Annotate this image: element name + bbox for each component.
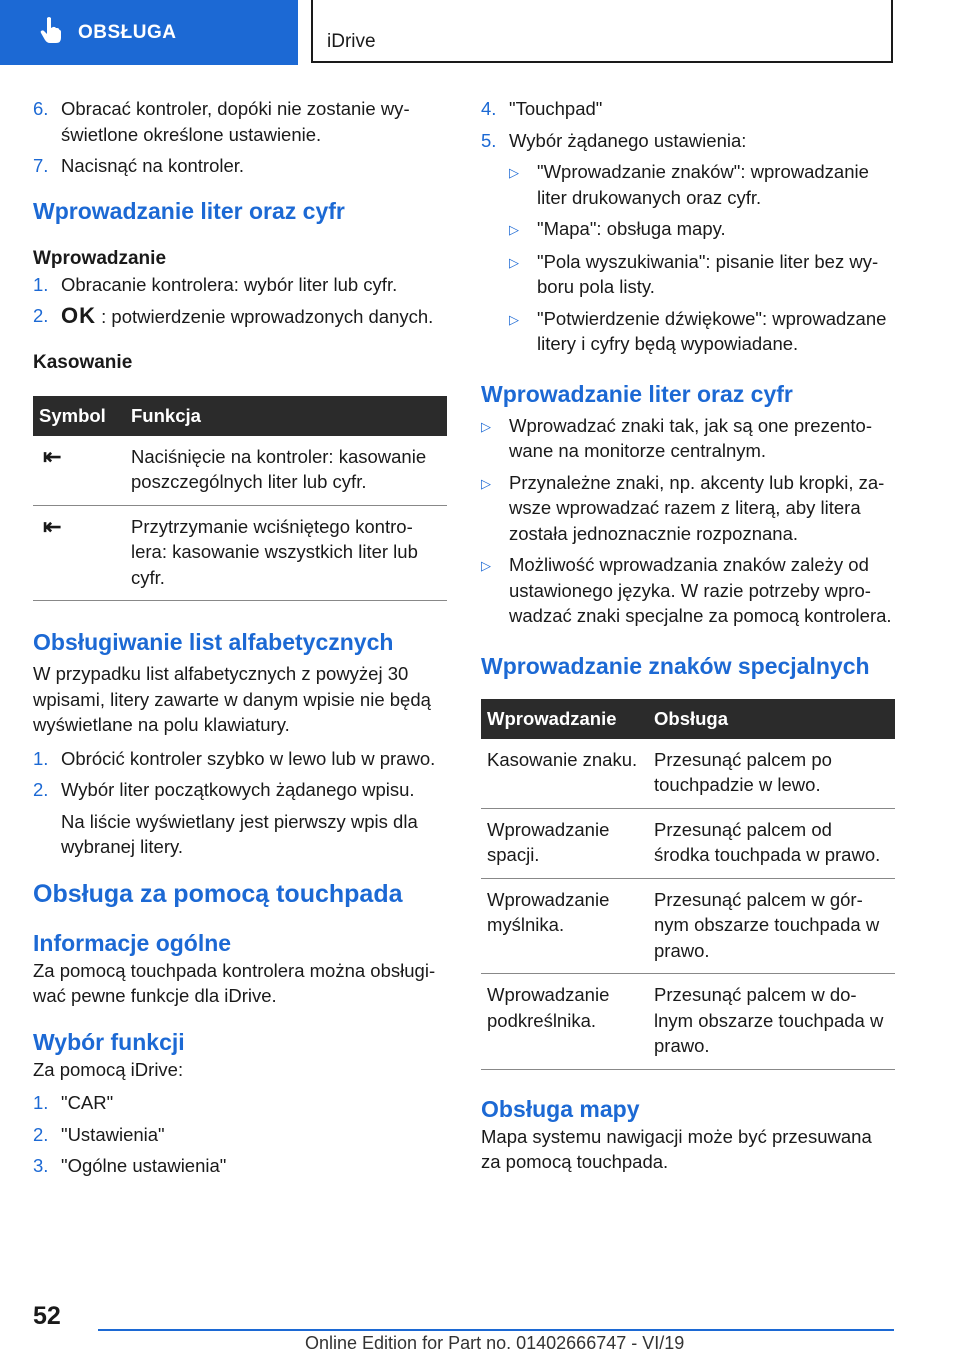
- heading-special: Wprowadzanie znaków specjalnych: [481, 652, 870, 679]
- page-number: 52: [33, 1302, 61, 1330]
- hand-pointer-icon: [40, 16, 62, 49]
- table-header-row: Symbol Funkcja: [33, 396, 447, 436]
- bullet-item: ▷ "Potwierdzenie dźwiękowe": wprowadzane litery i cyfry będą wypowiadane.: [509, 306, 895, 357]
- paragraph: W przypadku list alfabetycznych z powyżej 30 wpisami, litery zawarte w danym wpisie nie będą wyświetlane na polu klawiatury.: [33, 663, 431, 735]
- subsection-header: [311, 0, 893, 63]
- table-row: ⇤ Naciśnięcie na kontroler: kasowanie poszczególnych liter lub cyfr.: [33, 436, 447, 506]
- heading-entering: Wprowadzanie liter oraz cyfr: [33, 197, 345, 224]
- heading-alpha: Obsługiwanie list alfabetycznych: [33, 629, 394, 655]
- heading-map: Obsługa mapy: [481, 1095, 640, 1122]
- list-item: 2. OK : potwierdzenie wprowadzonych danych.: [33, 303, 434, 328]
- bullet-item: ▷ Możliwość wprowadzania znaków zależy od ustawionego języka. W razie potrzeby wprowadzać znaki specjalne za pomocą kontrolera.: [481, 552, 895, 629]
- triangle-bullet-icon: ▷: [509, 254, 519, 270]
- section-title: OBSŁUGA: [78, 21, 177, 43]
- subheading-delete: Kasowanie: [33, 351, 133, 373]
- table-row: Kasowanie znaku. Przesunąć palcem po touchpadzie w lewo.: [481, 739, 895, 809]
- list-item: 1. Obrócić kontroler szybko w lewo lub w prawo.: [33, 747, 436, 769]
- triangle-bullet-icon: ▷: [481, 475, 491, 491]
- triangle-bullet-icon: ▷: [509, 222, 519, 237]
- footer-divider: [98, 1329, 894, 1331]
- footer-edition: Online Edition for Part no. 01402666747 - VI/19: [305, 1333, 685, 1353]
- special-chars-table: [481, 699, 895, 1070]
- paragraph: Za pomocą iDrive:: [33, 1058, 184, 1080]
- table-row: Wprowadzanie myślnika. Przesunąć palcem w górnym obszarze touchpada w prawo.: [481, 878, 895, 974]
- table-row: ⇤ Przytrzymanie wciśniętego kontrolera: kasowanie wszystkich liter lub cyfr.: [33, 505, 447, 601]
- paragraph: Za pomocą touchpada kontrolera można obsługiwać pewne funkcje dla iDrive.: [33, 959, 436, 1006]
- triangle-bullet-icon: ▷: [509, 165, 519, 180]
- bullet-item: ▷ "Mapa": obsługa mapy.: [509, 216, 895, 243]
- list-item: 5. Wybór żądanego ustawienia:: [481, 129, 747, 151]
- list-item: 2. Wybór liter początkowych żądanego wpisu.: [33, 779, 415, 800]
- list-item: 1. "CAR": [33, 1092, 114, 1113]
- ok-symbol: OK: [61, 303, 96, 328]
- triangle-bullet-icon: ▷: [481, 558, 491, 573]
- heading-entering-right: Wprowadzanie liter oraz cyfr: [481, 380, 793, 407]
- section-header: [0, 0, 298, 65]
- right-column: [481, 96, 895, 1175]
- bullet-item: ▷ Wprowadzać znaki tak, jak są one prezentowane na monitorze centralnym.: [481, 413, 895, 464]
- heading-function: Wybór funkcji: [33, 1028, 185, 1055]
- table-row: Wprowadzanie spacji. Przesunąć palcem od środka touchpada w prawo.: [481, 808, 895, 878]
- delete-table: [33, 396, 447, 602]
- backspace-icon: ⇤: [43, 513, 62, 539]
- note: Na liście wyświetlany jest pierwszy wpis dla wybranej litery.: [61, 810, 418, 857]
- backspace-icon: ⇤: [43, 443, 62, 469]
- list-item: 2. "Ustawienia": [33, 1123, 165, 1145]
- list-item: 1. Obracanie kontrolera: wybór liter lub cyfr.: [33, 273, 398, 295]
- paragraph: Mapa systemu nawigacji może być przesuwana za pomocą touchpada.: [481, 1125, 872, 1172]
- list-item: 7. Nacisnąć na kontroler.: [33, 155, 245, 176]
- triangle-bullet-icon: ▷: [481, 418, 491, 434]
- heading-touchpad: Obsługa za pomocą touchpada: [33, 879, 403, 908]
- bullet-item: ▷ "Pola wyszukiwania": pisanie liter bez wyboru pola listy.: [509, 249, 895, 300]
- bullet-item: ▷ "Wprowadzanie znaków": wprowadzanie liter drukowanych oraz cyfr.: [509, 159, 895, 210]
- list-item: 4. "Touchpad": [481, 98, 603, 119]
- subsection-title: iDrive: [327, 31, 376, 52]
- table-row: Wprowadzanie podkreślnika. Przesunąć palcem w dolnym obszarze touchpada w prawo.: [481, 974, 895, 1070]
- heading-general: Informacje ogólne: [33, 929, 232, 956]
- subheading-input: Wprowadzanie: [33, 247, 167, 269]
- list-item: 6. Obracać kontroler, dopóki nie zostanie wyświetlone określone ustawienie.: [33, 98, 410, 145]
- list-item: 3. "Ogólne ustawienia": [33, 1155, 227, 1176]
- triangle-bullet-icon: ▷: [509, 311, 519, 327]
- left-column: [33, 96, 447, 1185]
- table-header-row: Wprowadzanie Obsługa: [481, 699, 895, 739]
- bullet-item: ▷ Przynależne znaki, np. akcenty lub kropki, zawsze wprowadzać razem z literą, aby litera została jednoznacznie rozpoznana.: [481, 470, 895, 547]
